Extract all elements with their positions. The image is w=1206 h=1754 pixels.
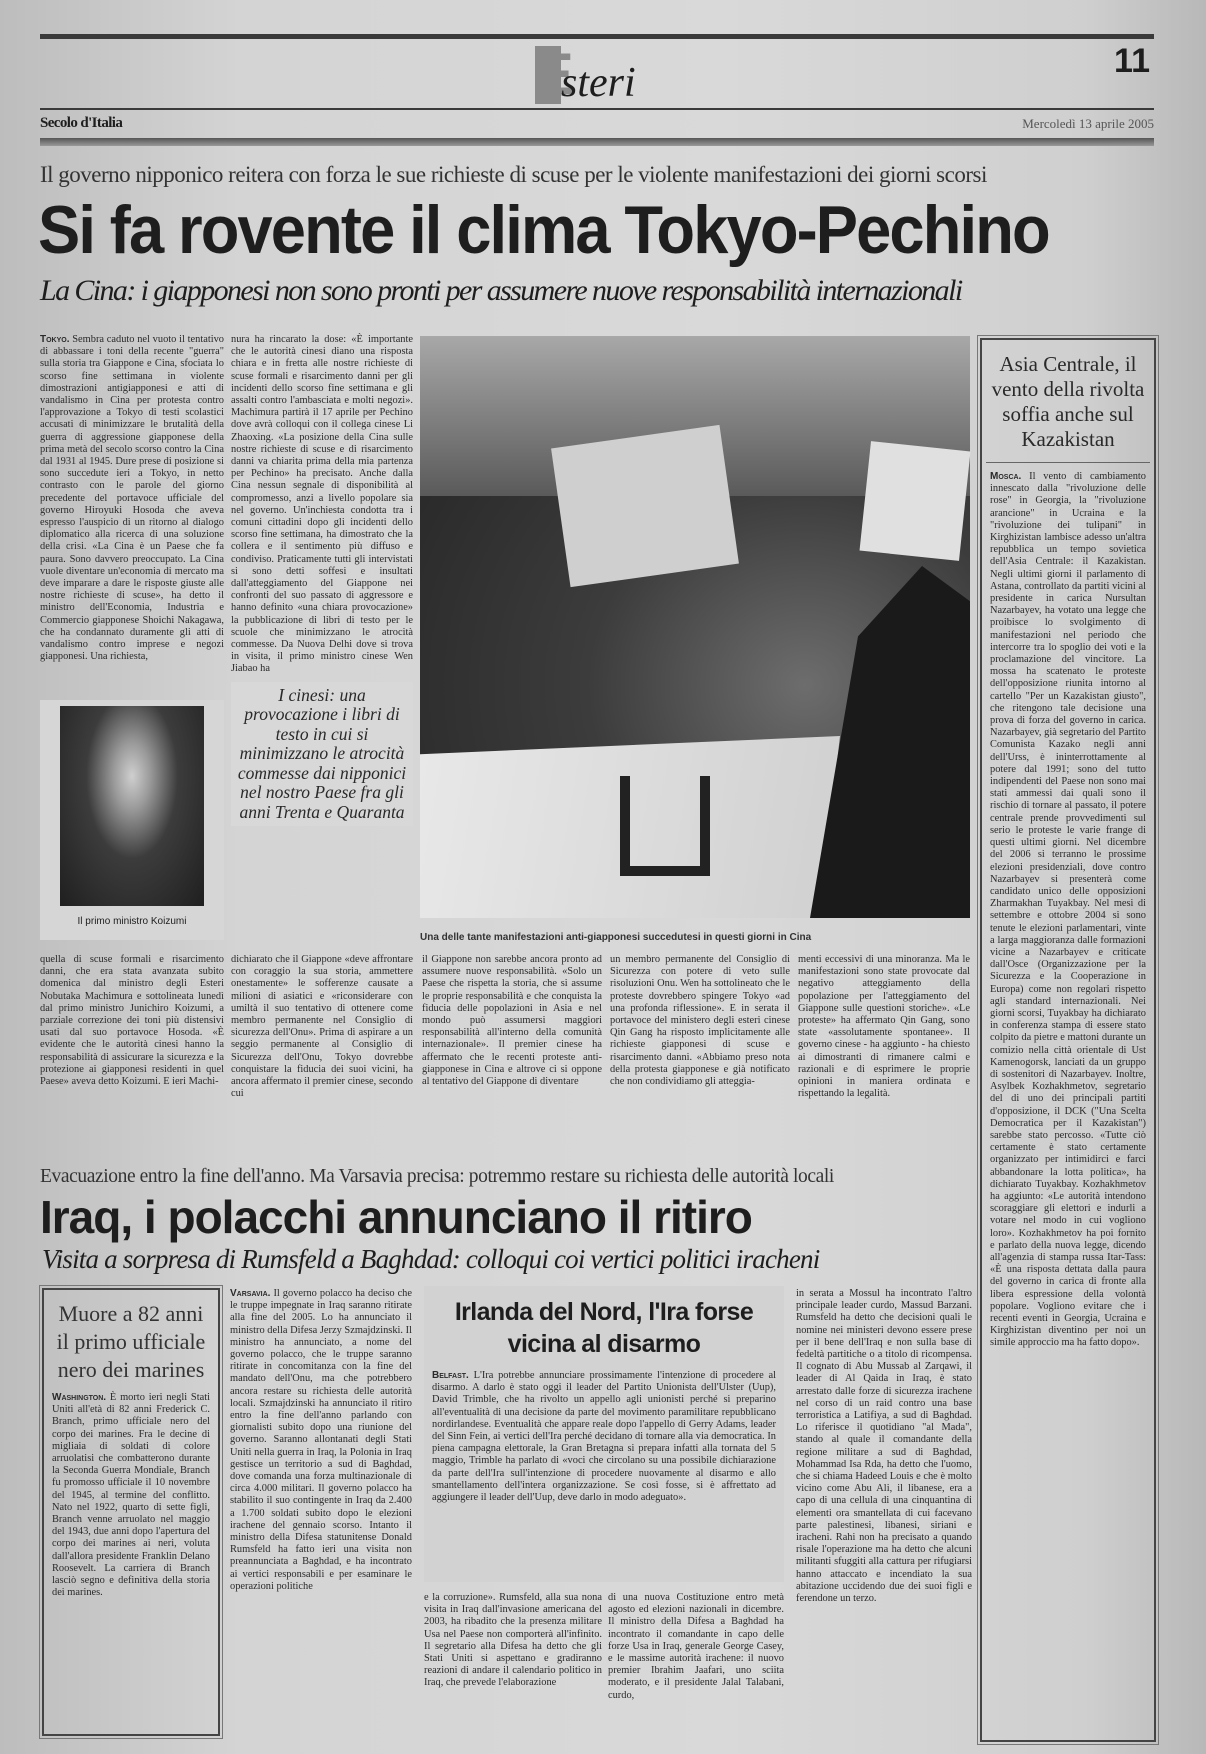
sidebar-body bbox=[990, 471, 1146, 1350]
top-rule bbox=[40, 34, 1154, 39]
main-kicker: Il governo nipponico reitera con forza le sue richieste di scuse per le violente manifestazioni dei giorni scorsi bbox=[40, 162, 987, 187]
section-rest: steri bbox=[561, 60, 636, 106]
iraq-col1 bbox=[230, 1288, 412, 1593]
banner-character bbox=[620, 776, 710, 876]
sidebar-divider bbox=[986, 462, 1150, 463]
main-col2 bbox=[231, 334, 413, 832]
iraq-col-mid1: e la corruzione». Rumsfeld, alla sua nona visita in Iraq dall'invasione americana del 2003, ha ribadito che la presenza militare Usa nel Paese non comporterà all'infinito. Il segretario alla Difesa ha detto che gli Stati Uniti si aspettano e gradiranno reazioni di andare il calendario politico in Iraq, che prevede l'elaborazione bbox=[424, 1592, 602, 1689]
iraq-col-right: in serata a Mossul ha incontrato l'altro principale leader curdo, Massud Barzani. Rumsfeld ha detto che decisioni quali le nomine nei ministeri devono essere prese per il bene dell'Iraq e non sulla base di fedeltà partitiche o a titolo di ricompensa. Il cognato di Abu Mussab al Zarqawi, il leader di Al Qaida in Iraq, è stato arrestato dalle forze di sicurezza irachene nel corso di un raid contro una base terroristica a Latifiya, a sud di Baghdad. Lo riferisce il quotidiano "al Mada", stando al quale il comandante della regione militare a sud di Baghdad, Mohammad Isa Rda, ha detto che l'uomo, che si chiama Hadeed Louis e che è molto vicino come Abu Ali, il libanese, era a capo di una cellula di una cinquantina di elementi ora smantellata di cui facevano parte palestinesi, libanesi, siriani e iracheni. Rahi non ha precisato a quando risale l'operazione ma ha detto che alcuni militanti sfuggiti alla cattura per rifugiarsi hanno attaccato e incendiato la sua abitazione uccidendo due dei suoi figli e ferendone un terzo. bbox=[796, 1288, 972, 1605]
photo-caption: Una delle tante manifestazioni anti-giapponesi succedutesi in questi giorni in Cina bbox=[420, 932, 812, 943]
masthead-bottom-rule bbox=[40, 138, 1154, 146]
newspaper-name: Secolo d'Italia bbox=[40, 115, 123, 131]
protest-sign bbox=[551, 425, 739, 587]
section-initial: E bbox=[535, 42, 574, 107]
iraq-col1-text: Il governo polacco ha deciso che le truppe impegnate in Iraq saranno ritirate alla fine del 2005. Lo ha annunciato il ministro della Difesa Jerzy Szmajdzinski. Il ministro ha annunciato, a nome del governo polacco, che le truppe saranno ritirate in concomitanza con la fine del mandato dell'Onu, ma che potrebbero ancora restare su richiesta delle autorità locali. Szmajdzinski ha annunciato il ritiro entro la fine dell'anno parlando con giornalisti subito dopo una riunione del governo. Saranno allontanati degli Stati Uniti nella guerra in Iraq, la Polonia in Iraq gestisce un territorio a sud di Baghdad, dove comanda una forza multinazionale di circa 4.000 militari. Il governo polacco ha stabilito il suo contingente in Iraq da 2.400 a 1.700 soldati subito dopo le elezioni irachene del gennaio scorso. Intanto il ministro della Difesa statunitense Donald Rumsfeld ha fatto ieri una visita non preannunciata a Baghdad, e ha incontrato ai vertici responsabili e per esaminare le operazioni politiche bbox=[230, 1288, 412, 1592]
dateline: Belfast. bbox=[432, 1370, 469, 1381]
marines-box bbox=[42, 1288, 220, 1736]
main-col1-text: Sembra caduto nel vuoto il tentativo di abbassare i toni della recente "guerra" sulla storia tra Giappone e Cina, sfociata lo scorso fine settimana in violente dimostrazioni antigiapponesi e atti di vandalismo in Cina per protesta contro l'approvazione a Tokyo di testi scolastici accusati di minimizzare le brutalità della guerra di aggressione giapponese della prima metà del secolo scorso contro la Cina dal 1931 al 1945. Dure prese di posizione si sono succedute ieri a Tokyo, in netto contrasto con le parole del giorno precedente del portavoce ufficiale del governo Hiroyuki Hosoda che aveva espresso l'auspicio di un ritorno al dialogo diplomatico alla ricerca di una soluzione della crisi. «La Cina è un Paese che fa paura. Sono davvero preoccupato. La Cina vuole diventare un'economia di mercato ma deve imparare a dare le risposte giuste alle nostre richieste di scuse», ha detto il ministro dell'Economia, Industria e Commercio giapponese Shoichi Nakagawa, che ha condannato duramente gli atti di vandalismo contro imprese e negozi giapponesi. Una richiesta, bbox=[40, 334, 224, 663]
dateline: Washington. bbox=[52, 1392, 107, 1403]
ira-text: L'Ira potrebbe annunciare prossimamente l'intenzione di procedere al disarmo. A darlo è stato oggi il leader del Partito Unionista dell'Ulster (Uup), David Trimble, che ha rivolto un appello agli unionisti perché si preparino all'eventualità di una decisione da parte del movimento paramilitare repubblicano nordirlandese. Eventualità che appare reale dopo l'appello di Gerry Adams, leader del Sinn Fein, ai vertici dell'Ira perché decidano di tornare alla via democratica. In piena campagna elettorale, la Gran Bretagna si prepara infatti alla tornata del 5 maggio, Trimble ha parlato di «voci che circolano su una possibile dichiarazione da parte dell'Ira sull'intenzione di procedere nuovamente al disarmo e allo smantellamento dell'intera organizzazione. Se così fosse, si è affrettato ad aggiungere il leader dell'Uup, deve darlo in modo adeguato». bbox=[432, 1370, 776, 1504]
pull-quote: I cinesi: una provocazione i libri di testo in cui si minimizzano le atrocità commesse dai nipponici nel nostro Paese fra gli anni Trenta e Quaranta bbox=[231, 682, 413, 827]
section-title bbox=[535, 42, 636, 107]
protest-sign bbox=[860, 441, 971, 561]
koizumi-portrait-image bbox=[60, 706, 204, 906]
protest-photo bbox=[420, 336, 970, 918]
dateline: Tokyo. bbox=[40, 334, 70, 345]
main-col2-bottom: dichiarato che il Giappone «deve affrontare con coraggio la sua storia, ammettere onestamente» le sofferenze causate a milioni di asiatici e «riconsiderare con umiltà il suo tentativo di ottenere come membro permanente nel Consiglio di sicurezza dell'Onu». Prima di aspirare a un seggio permanente al Consiglio di Sicurezza dell'Onu, Tokyo dovrebbe conquistare la fiducia dei suoi vicini, ha ancora affermato il premier cinese, secondo cui bbox=[231, 954, 413, 1100]
ira-body bbox=[432, 1370, 776, 1504]
page-number: 11 bbox=[1114, 42, 1150, 80]
masthead-rule bbox=[40, 108, 1154, 110]
dateline: Varsavia. bbox=[230, 1288, 271, 1299]
main-col1-bottom: quella di scuse formali e risarcimento danni, che era stata avanzata subito domenica dal ministro degli Esteri Nobutaka Machimura e sottolineata lunedì dal primo ministro Junichiro Koizumi, a parziale correzione dei toni più distensivi usati dal suo portavoce Hosoda. «È evidente che le autorità cinesi hanno la responsabilità di assicurare la sicurezza e la protezione ai giapponesi residenti in quel Paese» aveva detto Koizumi. E ieri Machi- bbox=[40, 954, 224, 1088]
iraq-kicker: Evacuazione entro la fine dell'anno. Ma Varsavia precisa: potremmo restare su richiesta delle autorità locali bbox=[40, 1166, 834, 1187]
sidebar-box bbox=[980, 338, 1156, 1742]
sidebar-text: Il vento di cambiamento innescato dalla "rivoluzione delle rose" in Georgia, la "rivoluzione arancione" in Ucraina e la "rivoluzione dei tulipani" in Kirghizistan lambisce adesso un'altra repubblica un tempo sovietica dell'Asia Centrale: il Kazakistan. Negli ultimi giorni il parlamento di Astana, controllato da partiti vicini al presidente in carica Nursultan Nazarbayev, ha votato una legge che proibisce lo svolgimento di manifestazioni nel periodo che intercorre tra lo spoglio dei voti e la proclamazione del vincitore. La mossa ha scatenato le proteste dell'opposizione riunita intorno al cartello "Per un Kazakistan giusto", che ritengono tale decisione una prova di forza del governo in carica. Nazarbayev, già segretario del Partito Comunista Kazako negli anni dell'Urss, è ininterrottamente al potere dal 1991; sono del tutto indipendenti del Paese non sono mai stati ammessi dai quali sono il rischio di tornare al passato, il potere centrale prende provvedimenti sul serio le proteste le varie frange di questi ultimi giorni. Nel dicembre del 2006 si terranno le prossime elezioni presidenziali, dove contro Nazarbayev si presenterà come candidato unico delle opposizioni Zharmakhan Tuyakbay. Nel mesi di settembre e ottobre 2004 si sono tenute le elezioni parlamentari, vinte a larga maggioranza dalle formazioni vicine a Nazarbayev e criticate dall'Osce (Organizzazione per la Sicurezza e la Cooperazione in Europa) come non regolari rispetto agli standard internazionali. Nei giorni scorsi, Tuyakbay ha dichiarato in conferenza stampa di essere stato colpito da pietre e mattoni durante un comizio nella città orientale di Ust Kamenogorsk, lanciati da un gruppo di sostenitori di Nazarbayev. Inoltre, Asylbek Kozhakhmetov, segretario del di uno dei principali partiti d'opposizione, il DCK ("Una Scelta Democratica per il Kazakistan") sarebbe stato percosso. «Tutte ciò certamente è stato certamente organizzato per intimidirci e farci abbandonare la lotta politica», ha dichiarato Tuyakbay. Kozhakhmetov ha aggiunto: «Le autorità intendono scoraggiare gli elettori e indurli a votare nel modo in cui vogliono loro». Kozhakhmetov ha poi fornito e parlato della nuova legge, dicendo all'agenzia di stampa russa Itar-Tass: «È una risposta dettata dalla paura del governo in carica di fronte alla libera espressione della volontà popolare. Vogliono evitare che i recenti eventi in Georgia, Ucraina e Kirghizistan diventino per noi un simile approccio ma ha fatto dopo». bbox=[990, 471, 1146, 1349]
iraq-subhead: Visita a sorpresa di Rumsfeld a Baghdad: colloqui coi vertici politici iracheni bbox=[42, 1244, 820, 1274]
marines-text: È morto ieri negli Stati Uniti all'età di 82 anni Frederick C. Branch, primo ufficiale nero del corpo dei marines. Fra le decine di migliaia di soldati di colore arruolatisi che combatterono durante la Seconda Guerra Mondiale, Branch fu promosso ufficiale il 10 novembre del 1945, al termine del conflitto. Nato nel 1922, quarto di sette figli, Branch venne arruolato nel maggio del 1943, due anni dopo l'apertura del corpo dei marines ai neri, voluta dall'allora presidente Franklin Delano Roosevelt. La carriera di Branch lasciò segno e definitiva della storia dei marines. bbox=[52, 1392, 210, 1599]
main-col4-bottom: un membro permanente del Consiglio di Sicurezza con potere di veto sulle risoluzioni Onu. Wen ha sottolineato che le proteste dovrebbero spingere Tokyo «ad una profonda riflessione». E in serata il portavoce del ministero degli esteri cinese Qin Gang ha risposto implicitamente alle richieste giapponesi di scuse e risarcimento danni. «Abbiamo preso nota della protesta giapponese e già notificato che non condividiamo gli atteggia- bbox=[610, 954, 790, 1088]
issue-date: Mercoledì 13 aprile 2005 bbox=[1022, 116, 1154, 131]
iraq-col-mid2: di una nuova Costituzione entro metà agosto ed elezioni nazionali in dicembre. Il ministro della Difesa a Baghdad ha incontrato il comandante in capo delle forze Usa in Iraq, generale George Casey, e le massime autorità irachene: il nuovo premier Ibrahim Jaafari, uno sciita moderato, e il presidente Jalal Talabani, curdo, bbox=[608, 1592, 784, 1701]
ira-box bbox=[424, 1286, 784, 1582]
sidebar-headline: Asia Centrale, il vento della rivolta soffia anche sul Kazakistan bbox=[991, 352, 1145, 451]
dateline: Mosca. bbox=[990, 471, 1022, 482]
main-col5-bottom: menti eccessivi di una minoranza. Ma le manifestazioni sono state provocate dal negativo atteggiamento della popolazione per l'atteggiamento del Giappone sulle questioni storiche». «Le proteste» ha affermato Qin Gang, sono state «assolutamente spontanee». Il governo cinese - ha aggiunto - ha chiesto ai dimostranti di rimanere calmi e razionali e di esprimere le proprie opinioni in maniera ordinata e rispettando la legalità. bbox=[798, 954, 970, 1100]
main-col3-bottom: il Giappone non sarebbe ancora pronto ad assumere nuove responsabilità. «Solo un Paese che rispetta la storia, che si assume le proprie responsabilità e che conquista la fiducia delle popolazioni in Asia e nel mondo può assumersi maggiori responsabilità all'interno della comunità internazionale». Il premier cinese ha affermato che le recenti proteste anti-giapponese in Cina e altrove ci si oppone al tentativo del Giappone di diventare bbox=[422, 954, 602, 1088]
portrait-caption: Il primo ministro Koizumi bbox=[77, 916, 187, 927]
main-headline: Si fa rovente il clima Tokyo-Pechino bbox=[38, 192, 1049, 268]
portrait-frame bbox=[40, 700, 224, 940]
marines-headline: Muore a 82 anni il primo ufficiale nero dei marines bbox=[56, 1301, 206, 1382]
main-col1 bbox=[40, 334, 224, 663]
iraq-headline: Iraq, i polacchi annunciano il ritiro bbox=[40, 1191, 752, 1243]
marines-body bbox=[52, 1392, 210, 1599]
main-col2-text: nura ha rincarato la dose: «È importante che le autorità cinesi diano una risposta chiara e in fretta alle nostre richieste di scuse formali e risarcimento danni per gli incidenti dello scorso fine settimana e gli assalti contro l'ambasciata e molti negozi». Machimura partirà il 17 aprile per Pechino dove avrà colloqui con il collega cinese Li Zhaoxing. «La posizione della Cina sulle nostre richieste di scuse e di risarcimento danni va chiarita prima della mia partenza per Pechino» ha precisato. Anche dalla Cina nessun segnale di disponibilità al compromesso, anzi a livello popolare sia nel governo. Un'inchiesta condotta tra i comuni cittadini dopo gli incidenti dello scorso fine settimana, ha dimostrato che la collera e il sentimento più diffuso e condiviso. Praticamente tutti gli intervistati si sono detti soffesi e insultati dall'atteggiamento del Giappone nei confronti del suo passato di aggressore e hanno definito «una chiara provocazione» la pubblicazione di libri di testo per le scuole che minimizzano le atrocità commesse. Da Nuova Delhi dove si trova in visita, il primo ministro cinese Wen Jiabao ha bbox=[231, 334, 413, 675]
ira-headline: Irlanda del Nord, l'Ira forse vicina al disarmo bbox=[454, 1298, 754, 1358]
main-subhead: La Cina: i giapponesi non sono pronti per assumere nuove responsabilità internazionali bbox=[40, 274, 962, 307]
